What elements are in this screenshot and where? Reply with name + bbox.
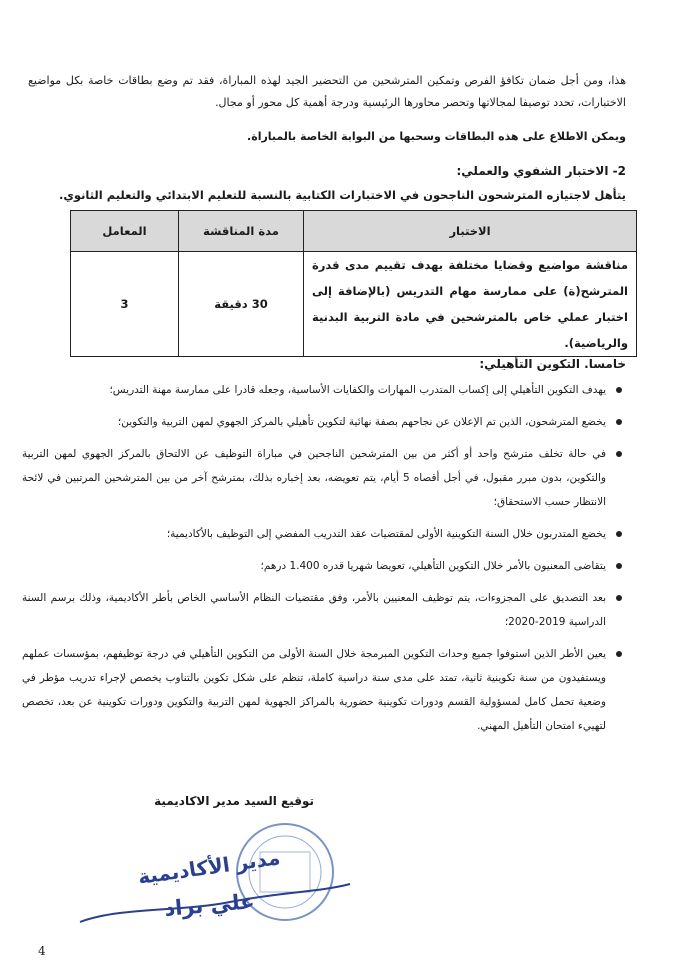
header-duration: مدة المناقشة — [179, 211, 304, 252]
table-header-row — [71, 211, 637, 252]
list-item — [22, 410, 622, 434]
list-item — [22, 378, 622, 402]
page-number: 4 — [38, 944, 46, 958]
bullet-icon — [616, 651, 622, 657]
bullet-icon — [616, 451, 622, 457]
list-item-text: بعد التصديق على المجزوءات، يتم توظيف المعنيين بالأمر، وفق مقتضيات النظام الأساسي الخاص بأطر الأكاديمية، وذلك برسم السنة الدراسية 2019-2020؛ — [22, 592, 606, 628]
list-item — [22, 642, 622, 738]
cell-duration: 30 دقيقة — [179, 252, 304, 357]
bullet-icon — [616, 387, 622, 393]
list-item — [22, 522, 622, 546]
section5-list — [22, 378, 622, 746]
list-item-text: يهدف التكوين التأهيلي إلى إكساب المتدرب المهارات والكفايات الأساسية، وجعله قادرا على ممارسة مهنة التدريس؛ — [109, 384, 606, 396]
list-item-text: يعين الأطر الذين استوفوا جميع وحدات التكوين المبرمجة خلال السنة الأولى من التكوين التأهيلي في درجة توظيفهم، بمؤسسات عملهم ويستفيدون من سنة تكوينية ثانية، تمتد على مدى سنة دراسية كاملة، تنظم على شكل تكوين بالتناوب يخصص لإجراء تدريب مؤطر في وضعية تحمل كامل لمسؤولية القسم ودورات تكوينية حضورية بالمراكز الجهوية لمهن التربية والتكوين ودورات تكوينية عن بعد، تخصص لتهييء امتحان التأهيل المهني. — [22, 648, 606, 732]
bullet-icon — [616, 563, 622, 569]
list-item — [22, 442, 622, 514]
list-item — [22, 586, 622, 634]
signature-name: علي براد — [163, 889, 256, 921]
bullet-icon — [616, 419, 622, 425]
section2-lead: يتأهل لاجتيازه المترشحون الناجحون في الاختبارات الكتابية بالنسبة للتعليم الابتدائي والتعليم الثانوي. — [58, 188, 626, 202]
list-item — [22, 554, 622, 578]
cell-coef: 3 — [71, 252, 179, 357]
intro-paragraph: هذا، ومن أجل ضمان تكافؤ الفرص وتمكين المترشحين من التحضير الجيد لهذه المباراة، فقد تم وضع بطاقات خاصة بكل مواضيع الاختبارات، تحدد توصيفا لمجالاتها وتحصر محاورها الرئيسية ودرجة أهمية كل محور أو مجال. — [28, 74, 626, 109]
bullet-icon — [616, 595, 622, 601]
table-row — [71, 252, 637, 357]
header-coef: المعامل — [71, 211, 179, 252]
list-item-text: يخضع المتدربون خلال السنة التكوينية الأولى لمقتضيات عقد التدريب المفضي إلى التوظيف بالأكاديمية؛ — [166, 528, 606, 540]
signature-stamp — [60, 812, 360, 942]
list-item-text: يخضع المترشحون، الذين تم الإعلان عن نجاحهم بصفة نهائية لتكوين تأهيلي بالمركز الجهوي لمهن التربية والتكوين؛ — [117, 416, 606, 428]
header-exam: الاختبار — [304, 211, 637, 252]
list-item-text: يتقاضى المعنيون بالأمر خلال التكوين التأهيلي، تعويضا شهريا قدره 1.400 درهم؛ — [260, 560, 606, 572]
bullet-icon — [616, 531, 622, 537]
signature-role: مدير الأكاديمية — [136, 845, 282, 889]
section2-title: 2- الاختبار الشفوي والعملي: — [456, 164, 626, 178]
intro-bold-line: ويمكن الاطلاع على هذه البطاقات وسحبها من البوابة الخاصة بالمباراة. — [247, 130, 626, 143]
section5-title: خامسا. التكوين التأهيلي: — [479, 357, 626, 371]
signature-title: توقيع السيد مدير الاكاديمية — [154, 794, 314, 808]
list-item-text: في حالة تخلف مترشح واحد أو أكثر من بين المترشحين الناجحين في مباراة التوظيف عن الالتحاق بالمركز الجهوي لمهن التربية والتكوين، بدون مبرر مقبول، في أجل أقصاه 5 أيام، يتم تعويضه، بعد إخباره بذلك، بمترشح آخر من بين المترشحين المرتبين في لائحة الانتظار حسب الاستحقاق؛ — [22, 448, 606, 508]
cell-exam: مناقشة مواضيع وقضايا مختلفة بهدف تقييم مدى قدرة المترشح(ة) على ممارسة مهام التدريس (بالإضافة إلى اختبار عملي خاص بالمترشحين في مادة التربية البدنية والرياضية). — [304, 252, 637, 357]
exam-table — [70, 210, 637, 357]
